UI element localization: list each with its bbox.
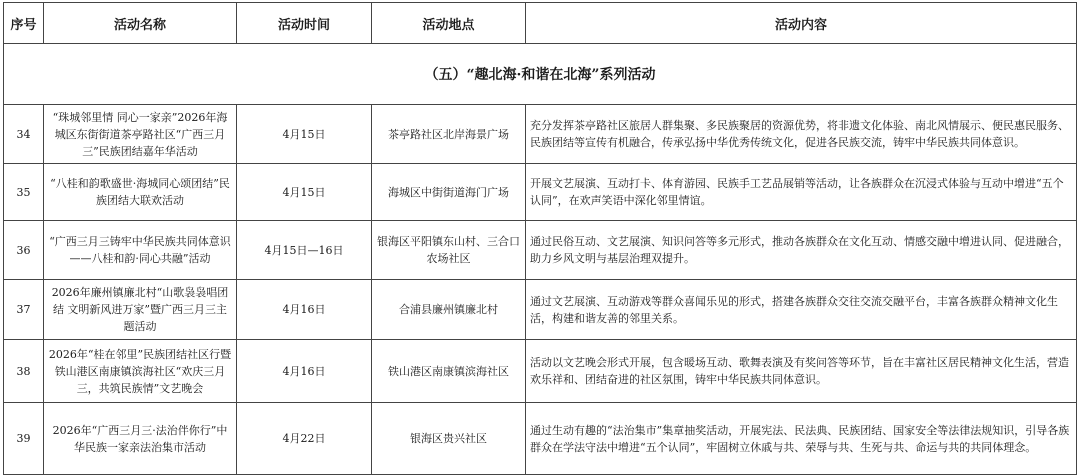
row-time: 4月15日 bbox=[237, 105, 372, 164]
row-place: 茶亭路社区北岸海景广场 bbox=[372, 105, 526, 164]
table-row bbox=[4, 221, 1077, 280]
row-place: 合浦县廉州镇廉北村 bbox=[372, 280, 526, 340]
row-no: 37 bbox=[4, 280, 44, 340]
row-place: 银海区贵兴社区 bbox=[372, 403, 526, 475]
row-time: 4月15日—16日 bbox=[237, 221, 372, 280]
row-content: 通过文艺展演、互动游戏等群众喜闻乐见的形式，搭建各族群众交往交流交融平台，丰富各族群众精神文化生活，构建和谐友善的邻里关系。 bbox=[526, 280, 1077, 340]
row-no: 35 bbox=[4, 164, 44, 221]
row-no: 34 bbox=[4, 105, 44, 164]
row-content: 通过生动有趣的“法治集市”集章抽奖活动，开展宪法、民法典、民族团结、国家安全等法律法规知识，引导各族群众在学法守法中增进“五个认同”，牢固树立休戚与共、荣辱与共、生死与共、命运与共的共同体理念。 bbox=[526, 403, 1077, 475]
row-name: 2026年“广西三月三·法治伴你行”中华民族一家亲法治集市活动 bbox=[44, 403, 237, 475]
header-time: 活动时间 bbox=[237, 3, 372, 44]
row-place: 海城区中街街道海门广场 bbox=[372, 164, 526, 221]
row-name: “广西三月三铸牢中华民族共同体意识——八桂和韵·同心共融”活动 bbox=[44, 221, 237, 280]
row-content: 开展文艺展演、互动打卡、体育游园、民族手工艺品展销等活动，让各族群众在沉浸式体验与互动中增进“五个认同”，在欢声笑语中深化邻里情谊。 bbox=[526, 164, 1077, 221]
row-content: 充分发挥茶亭路社区旅居人群集聚、多民族聚居的资源优势，将非遗文化体验、南北风情展示、便民惠民服务、民族团结等宣传有机融合，传承弘扬中华优秀传统文化，促进各民族交流，铸牢中华民族共同体意识。 bbox=[526, 105, 1077, 164]
row-no: 36 bbox=[4, 221, 44, 280]
row-no: 38 bbox=[4, 340, 44, 403]
row-content: 活动以文艺晚会形式开展，包含暖场互动、歌舞表演及有奖问答等环节，旨在丰富社区居民精神文化生活，营造欢乐祥和、团结奋进的社区氛围，铸牢中华民族共同体意识。 bbox=[526, 340, 1077, 403]
table-header-row bbox=[4, 3, 1077, 44]
row-place: 银海区平阳镇东山村、三合口农场社区 bbox=[372, 221, 526, 280]
row-name: 2026年“桂在邻里”民族团结社区行暨铁山港区南康镇滨海社区“欢庆三月三，共筑民族情”文艺晚会 bbox=[44, 340, 237, 403]
header-place: 活动地点 bbox=[372, 3, 526, 44]
row-time: 4月16日 bbox=[237, 340, 372, 403]
header-name: 活动名称 bbox=[44, 3, 237, 44]
row-content: 通过民俗互动、文艺展演、知识问答等多元形式，推动各族群众在文化互动、情感交融中增进认同、促进融合，助力乡风文明与基层治理双提升。 bbox=[526, 221, 1077, 280]
table-row bbox=[4, 164, 1077, 221]
row-name: “珠城邻里情 同心一家亲”2026年海城区东街街道茶亭路社区“广西三月三”民族团结嘉年华活动 bbox=[44, 105, 237, 164]
row-time: 4月16日 bbox=[237, 280, 372, 340]
table-row bbox=[4, 105, 1077, 164]
section-row bbox=[4, 44, 1077, 105]
header-content: 活动内容 bbox=[526, 3, 1077, 44]
row-place: 铁山港区南康镇滨海社区 bbox=[372, 340, 526, 403]
row-no: 39 bbox=[4, 403, 44, 475]
table-row bbox=[4, 280, 1077, 340]
table-row bbox=[4, 403, 1077, 475]
activity-table bbox=[3, 2, 1077, 475]
row-time: 4月15日 bbox=[237, 164, 372, 221]
header-no: 序号 bbox=[4, 3, 44, 44]
row-name: 2026年廉州镇廉北村“山歌袅袅唱团结 文明新风进万家”暨广西三月三主题活动 bbox=[44, 280, 237, 340]
row-time: 4月22日 bbox=[237, 403, 372, 475]
section-title: （五）“趣北海·和谐在北海”系列活动 bbox=[4, 44, 1077, 105]
table-row bbox=[4, 340, 1077, 403]
row-name: “八桂和韵歌盛世·海城同心颂团结”民族团结大联欢活动 bbox=[44, 164, 237, 221]
